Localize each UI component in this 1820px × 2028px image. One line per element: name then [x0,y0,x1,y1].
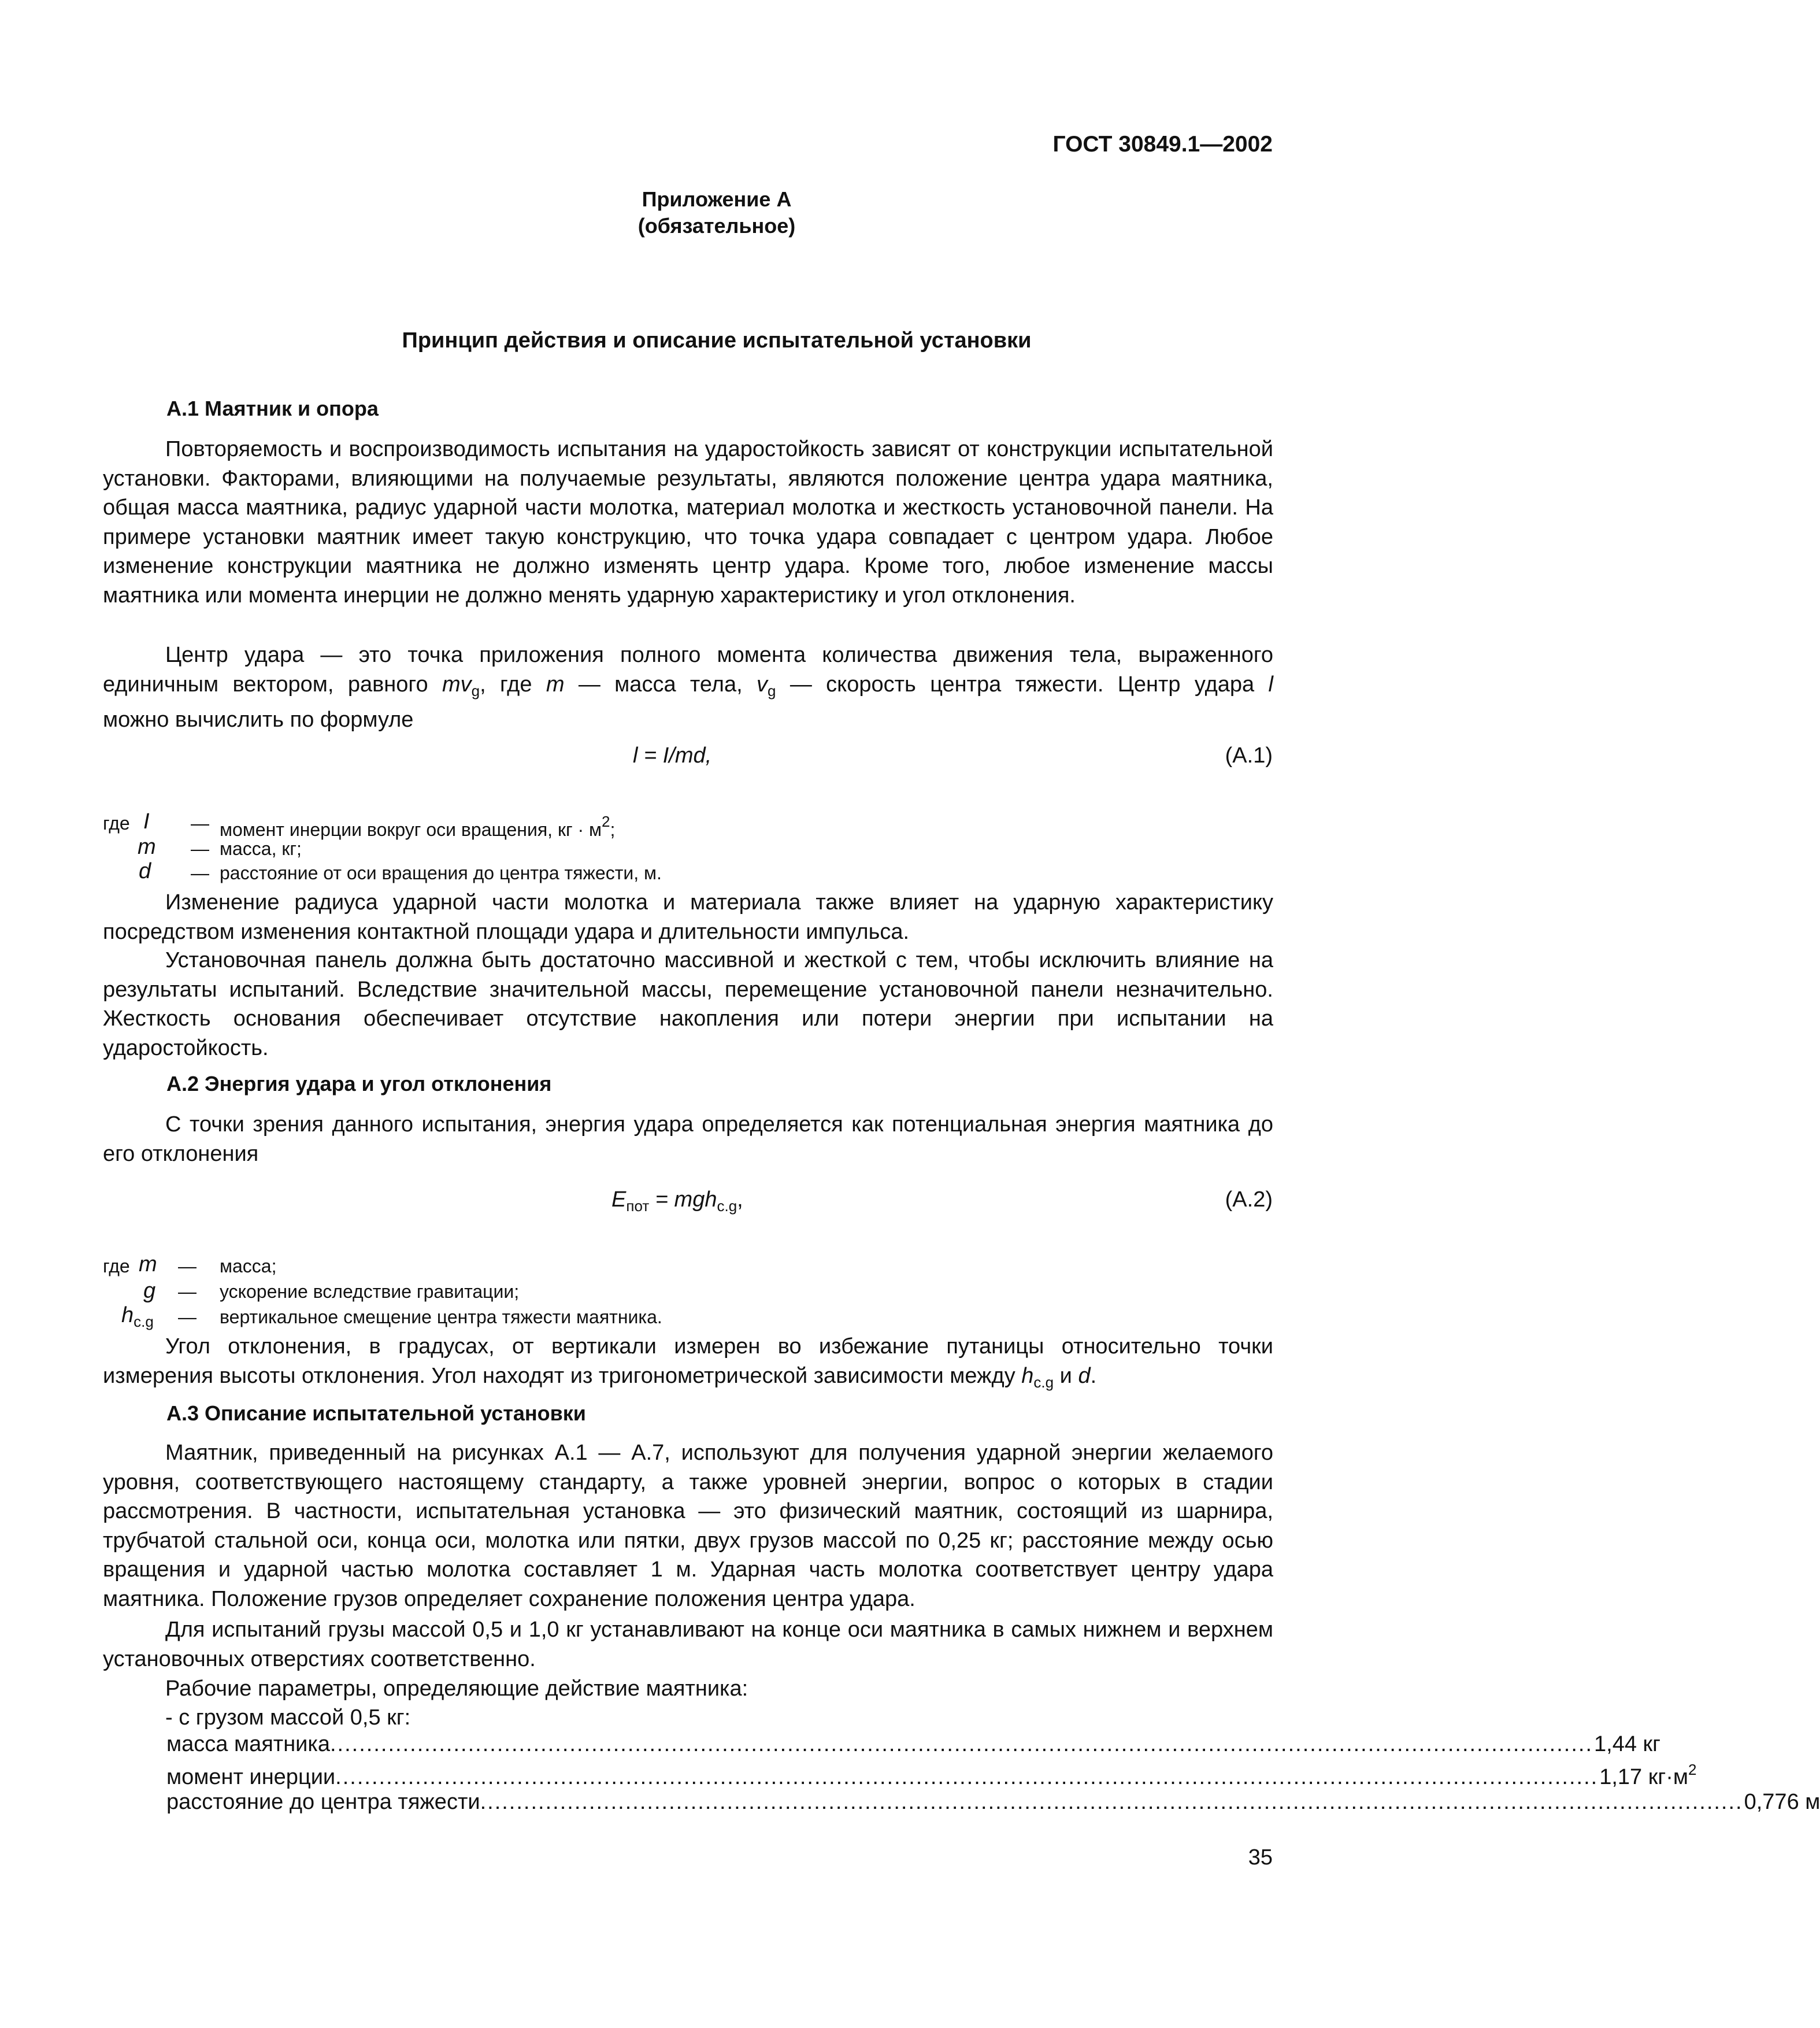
paragraph-4 [103,946,1273,1063]
where1-symbol-I: I [143,809,150,834]
param-value-sup: 2 [1688,1761,1697,1778]
p6-text-a: измерения высоты отклонения. Угол находят из тригонометрической зависимости между [103,1363,1022,1388]
paragraph-7 [103,1438,1273,1613]
param-row-distance [166,1790,1820,1815]
where2-symbol-h-sub: c.g [134,1313,154,1330]
symbol-mv-sub: g [471,682,480,700]
p2-text-c: — масса тела, [564,672,757,697]
where-lead-2: где [103,1256,130,1276]
where-lead-1: где [103,813,130,834]
where1-desc-2: масса, кг; [220,838,302,859]
param-value-text: 1,44 кг [1594,1732,1661,1756]
paragraph-6-line-2 [103,1363,1097,1391]
paragraph-8 [103,1615,1273,1674]
where1-desc-3: расстояние от оси вращения до центра тяжести, м. [220,863,662,883]
p2-text-d: — скорость центра тяжести. Центр удара [776,672,1269,697]
where2-desc-1: масса; [220,1256,277,1276]
symbol-l: l [1268,672,1273,697]
param-value-text: 1,17 кг·м [1599,1765,1688,1789]
symbol-m: m [546,672,565,697]
where2-symbol-g: g [143,1279,156,1303]
document-code: ГОСТ 30849.1—2002 [1052,132,1273,157]
symbol-v-sub: g [768,682,776,700]
paragraph-10 [103,1703,1273,1733]
where2-dash-1: — [178,1256,197,1276]
paragraph-6 [103,1332,1273,1397]
where1-symbol-d: d [139,859,151,883]
param-row-mass [166,1732,1661,1757]
param-value [1598,1761,1696,1790]
dot-leader: .............................................................................................................................................................................. [335,1765,1599,1789]
annex-kind: (обязательное) [637,214,796,238]
paragraph-10-text: - с грузом массой 0,5 кг: [165,1705,411,1730]
param-value [1743,1790,1820,1815]
p6-text-b: и [1054,1363,1078,1388]
page-number: 35 [1248,1845,1273,1870]
where2-dash-2: — [178,1281,197,1302]
paragraph-2-line-1: Центр удара — это точка приложения полного момента количества движения тела, выраженного [165,643,1273,667]
symbol-d: d [1078,1363,1091,1388]
where1-desc-1-tail: ; [610,819,616,840]
formula-a1-number: (А.1) [1225,743,1273,768]
where2-symbol-h-base: h [121,1303,134,1327]
section-heading-a3: А.3 Описание испытательной установки [166,1401,586,1425]
param-value-text: 0,776 м [1744,1790,1820,1814]
formula-a2-tail: , [737,1187,743,1212]
p2-text-a: единичным вектором, равного [103,672,442,697]
symbol-h-sub: c.g [1033,1373,1054,1391]
paragraph-2-line-2 [103,670,1273,706]
paragraph-5-text: С точки зрения данного испытания, энергия удара определяется как потенциальная энергия маятника до его отклонения [103,1112,1273,1166]
paragraph-7-text: Маятник, приведенный на рисунках А.1 — А.7, используют для получения ударной энергии желаемого уровня, соответствующего настоящему стандарту, а также уровней энергии, вопрос о которых в стадии рассмотрения. В частности, испытательная установка — это физический маятник, состоящий из шарнира, трубчатой стальной оси, конца оси, молотка или пятки, двух грузов массой по 0,25 кг; расстояние между осью вращения и ударной частью молотка составляет 1 м. Ударная часть молотка соответствует центру удара маятника. Положение грузов определяет сохранение положения центра удара. [103,1441,1273,1611]
paragraph-4-text: Установочная панель должна быть достаточно массивной и жесткой с тем, чтобы исключить влияние на результаты испытаний. Вследствие значительной массы, перемещение установочной панели незначительно. Жесткость основания обеспечивает отсутствие накопления или потери энергии при испытании на ударостойкость. [103,948,1273,1060]
paragraph-2-line-3: можно вычислить по формуле [103,708,414,732]
where2-dash-3: — [178,1307,197,1327]
where2-symbol-h [121,1303,154,1331]
paragraph-3-text: Изменение радиуса ударной части молотка и материала также влияет на ударную характеристику посредством изменения контактной площади удара и длительности импульса. [103,890,1273,944]
paragraph-6-line-1: Угол отклонения, в градусах, от вертикали измерен во избежание путаницы относительно точки [165,1334,1273,1359]
param-label: момент инерции [166,1765,336,1789]
where2-desc-3: вертикальное смещение центра тяжести маятника. [220,1307,662,1327]
paragraph-2 [103,641,1273,735]
param-label: расстояние до центра тяжести [166,1790,480,1814]
dot-leader: .............................................................................................................................................................................. [330,1732,1593,1756]
symbol-h: h [1021,1363,1034,1388]
paragraph-9 [103,1674,1273,1704]
formula-a2-lhs-sub: пот [626,1197,650,1215]
paragraph-5 [103,1110,1273,1168]
where1-desc-1 [220,813,615,841]
paragraph-8-text: Для испытаний грузы массой 0,5 и 1,0 кг устанавливают на конце оси маятника в самых нижнем и верхнем установочных отверстиях соответственно. [103,1618,1273,1671]
section-heading-a1: А.1 Маятник и опора [166,397,379,420]
where2-symbol-m: m [139,1252,157,1276]
p2-text-b: , где [480,672,546,697]
paragraph-1 [103,435,1273,610]
formula-a2-lhs: E [611,1187,627,1212]
formula-a1: l = I/md, [633,743,712,768]
section-heading-a2: А.2 Энергия удара и угол отклонения [166,1072,552,1096]
symbol-v: v [757,672,768,697]
formula-a2 [611,1187,743,1215]
where1-desc-1-sup: 2 [602,813,610,830]
p6-text-c: . [1090,1363,1097,1388]
param-label: масса маятника [166,1732,330,1756]
paragraph-3 [103,888,1273,946]
param-value [1593,1732,1660,1757]
where1-desc-1-text: момент инерции вокруг оси вращения, кг · м [220,819,602,840]
where1-dash-3: — [191,863,209,883]
formula-a2-number: (А.2) [1225,1187,1273,1212]
paragraph-1-text: Повторяемость и воспроизводимость испытания на ударостойкость зависят от конструкции испытательной установки. Факторами, влияющими на получаемые результаты, являются положение центра удара маятника, общая масса маятника, радиус ударной части молотка, материал молотка и жесткость установочной панели. На примере установки маятник имеет такую конструкцию, что точка удара совпадает с центром удара. Любое изменение конструкции маятника не должно изменять центр удара. Кроме того, любое изменение массы маятника или момента инерции не должно менять ударную характеристику и угол отклонения. [103,437,1273,608]
paragraph-9-text: Рабочие параметры, определяющие действие маятника: [165,1677,748,1701]
annex-label: Приложение А [642,187,792,211]
where1-symbol-m: m [138,835,156,859]
formula-a2-rhs-sub: c.g [717,1197,737,1215]
symbol-mv: mv [442,672,472,697]
where1-dash-1: — [191,813,209,834]
where1-dash-2: — [191,838,209,859]
dot-leader: .............................................................................................................................................................................. [480,1790,1743,1814]
where2-desc-2: ускорение вследствие гравитации; [220,1281,520,1302]
formula-a2-rhs: = mgh [649,1187,717,1212]
page-title: Принцип действия и описание испытательной установки [402,328,1032,353]
